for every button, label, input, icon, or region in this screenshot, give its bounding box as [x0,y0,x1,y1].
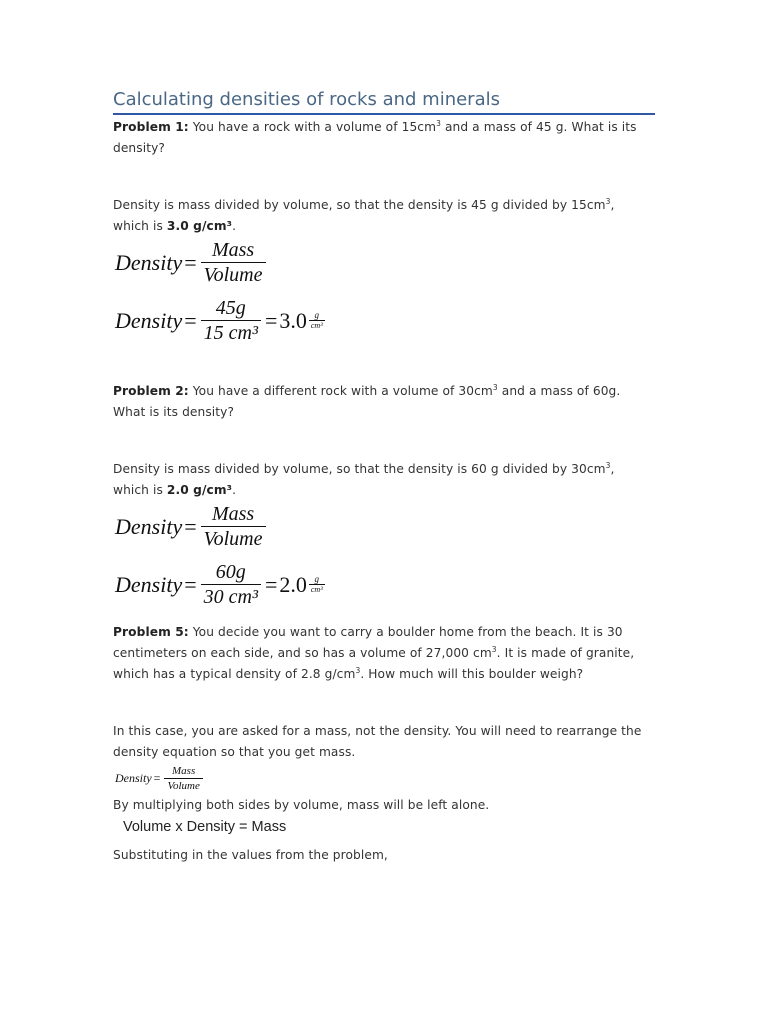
substituting-text: Substituting in the values from the problem, [113,848,388,862]
unit-numerator: g [314,310,319,320]
problem-1-statement [113,117,653,159]
problem-2-answer [113,459,653,501]
unit-denominator: cm³ [310,321,323,330]
superscript: 3 [492,383,498,392]
problem-2-statement [113,381,653,423]
formula-fraction [164,764,202,793]
problem-5-label: Problem 5: [113,625,189,639]
superscript: 3 [436,119,441,128]
formula-lhs: Density [115,513,183,539]
problem-1-result: 3.0 g/cm³ [166,219,233,233]
problem-1-text: You have a rock with a volume of 15cm [188,120,437,134]
formula-fraction [201,502,266,551]
rearrange-instructions: In this case, you are asked for a mass, not the density. You will need to rearrange the density equation so that you get mass. [113,724,642,759]
formula-lhs: Density [115,771,152,785]
formula-equals: = [153,771,161,785]
problem-1-answer-end: . [232,219,237,233]
formula-equals: = [184,307,197,333]
formula-numerator: 60g [215,561,246,583]
formula-denominator: Volume [201,262,266,287]
problem-2-text: You have a different rock with a volume of 30cm [188,384,493,398]
multiply-explanation: By multiplying both sides by volume, mass will be left alone. [113,798,490,812]
problem-5-statement [113,622,653,685]
formula-lhs: Density [115,249,183,275]
formula-unit [309,310,325,331]
density-formula-3 [115,502,268,551]
problem-1-answer [113,195,653,237]
formula-numerator: 45g [215,297,246,319]
problem-2-answer-end: . [232,483,237,497]
density-formula-4 [115,560,325,609]
formula-fraction [201,238,266,287]
problem-2-text-end: and a mass of 60g. What is its density? [113,384,621,419]
problem-1-answer-mid: , which is [113,198,615,233]
formula-denominator: 15 cm³ [201,320,261,345]
formula-fraction [201,296,261,345]
problem-5-text-mid: . It is made of granite, which has a typical density of 2.8 g/cm [113,646,635,681]
problem-1-text-end: and a mass of 45 g. What is its density? [113,120,637,155]
problem-5-text-end: . How much will this boulder weigh? [360,667,584,681]
formula-result: 2.0 [279,571,307,597]
formula-equals: = [184,249,197,275]
density-formula-small [115,764,205,793]
unit-denominator: cm³ [310,585,323,594]
formula-lhs: Density [115,571,183,597]
superscript: 3 [355,666,361,675]
problem-2-answer-text: Density is mass divided by volume, so that the density is 60 g divided by 30cm [113,462,606,476]
problem-2-label: Problem 2: [113,384,189,398]
formula-equals-2: = [264,571,278,597]
formula-numerator: Mass [211,239,255,261]
formula-unit [309,574,325,595]
problem-1-answer-text: Density is mass divided by volume, so that the density is 45 g divided by 15cm [113,198,606,212]
superscript: 3 [605,197,611,206]
formula-fraction [201,560,261,609]
formula-numerator: Mass [211,503,255,525]
superscript: 3 [491,645,497,654]
superscript: 3 [605,461,611,470]
problem-1-label: Problem 1: [113,120,189,134]
formula-lhs: Density [115,307,183,333]
problem-5-text: You decide you want to carry a boulder home from the beach. It is 30 centimeters on each side, and so has a volume of 27,000 cm [113,625,623,660]
rearranged-equation: Volume x Density = Mass [123,819,287,835]
formula-denominator: 30 cm³ [201,584,261,609]
formula-denominator: Volume [164,778,202,793]
formula-numerator: Mass [172,765,196,777]
problem-2-answer-mid: , which is [113,462,615,497]
problem-2-result: 2.0 g/cm³ [166,483,233,497]
formula-result: 3.0 [279,307,307,333]
formula-equals: = [184,513,197,539]
formula-denominator: Volume [201,526,266,551]
formula-equals-2: = [264,307,278,333]
density-formula-2 [115,296,325,345]
density-formula-1 [115,238,268,287]
formula-equals: = [184,571,197,597]
page-title: Calculating densities of rocks and minerals [113,89,655,115]
unit-numerator: g [314,574,319,584]
